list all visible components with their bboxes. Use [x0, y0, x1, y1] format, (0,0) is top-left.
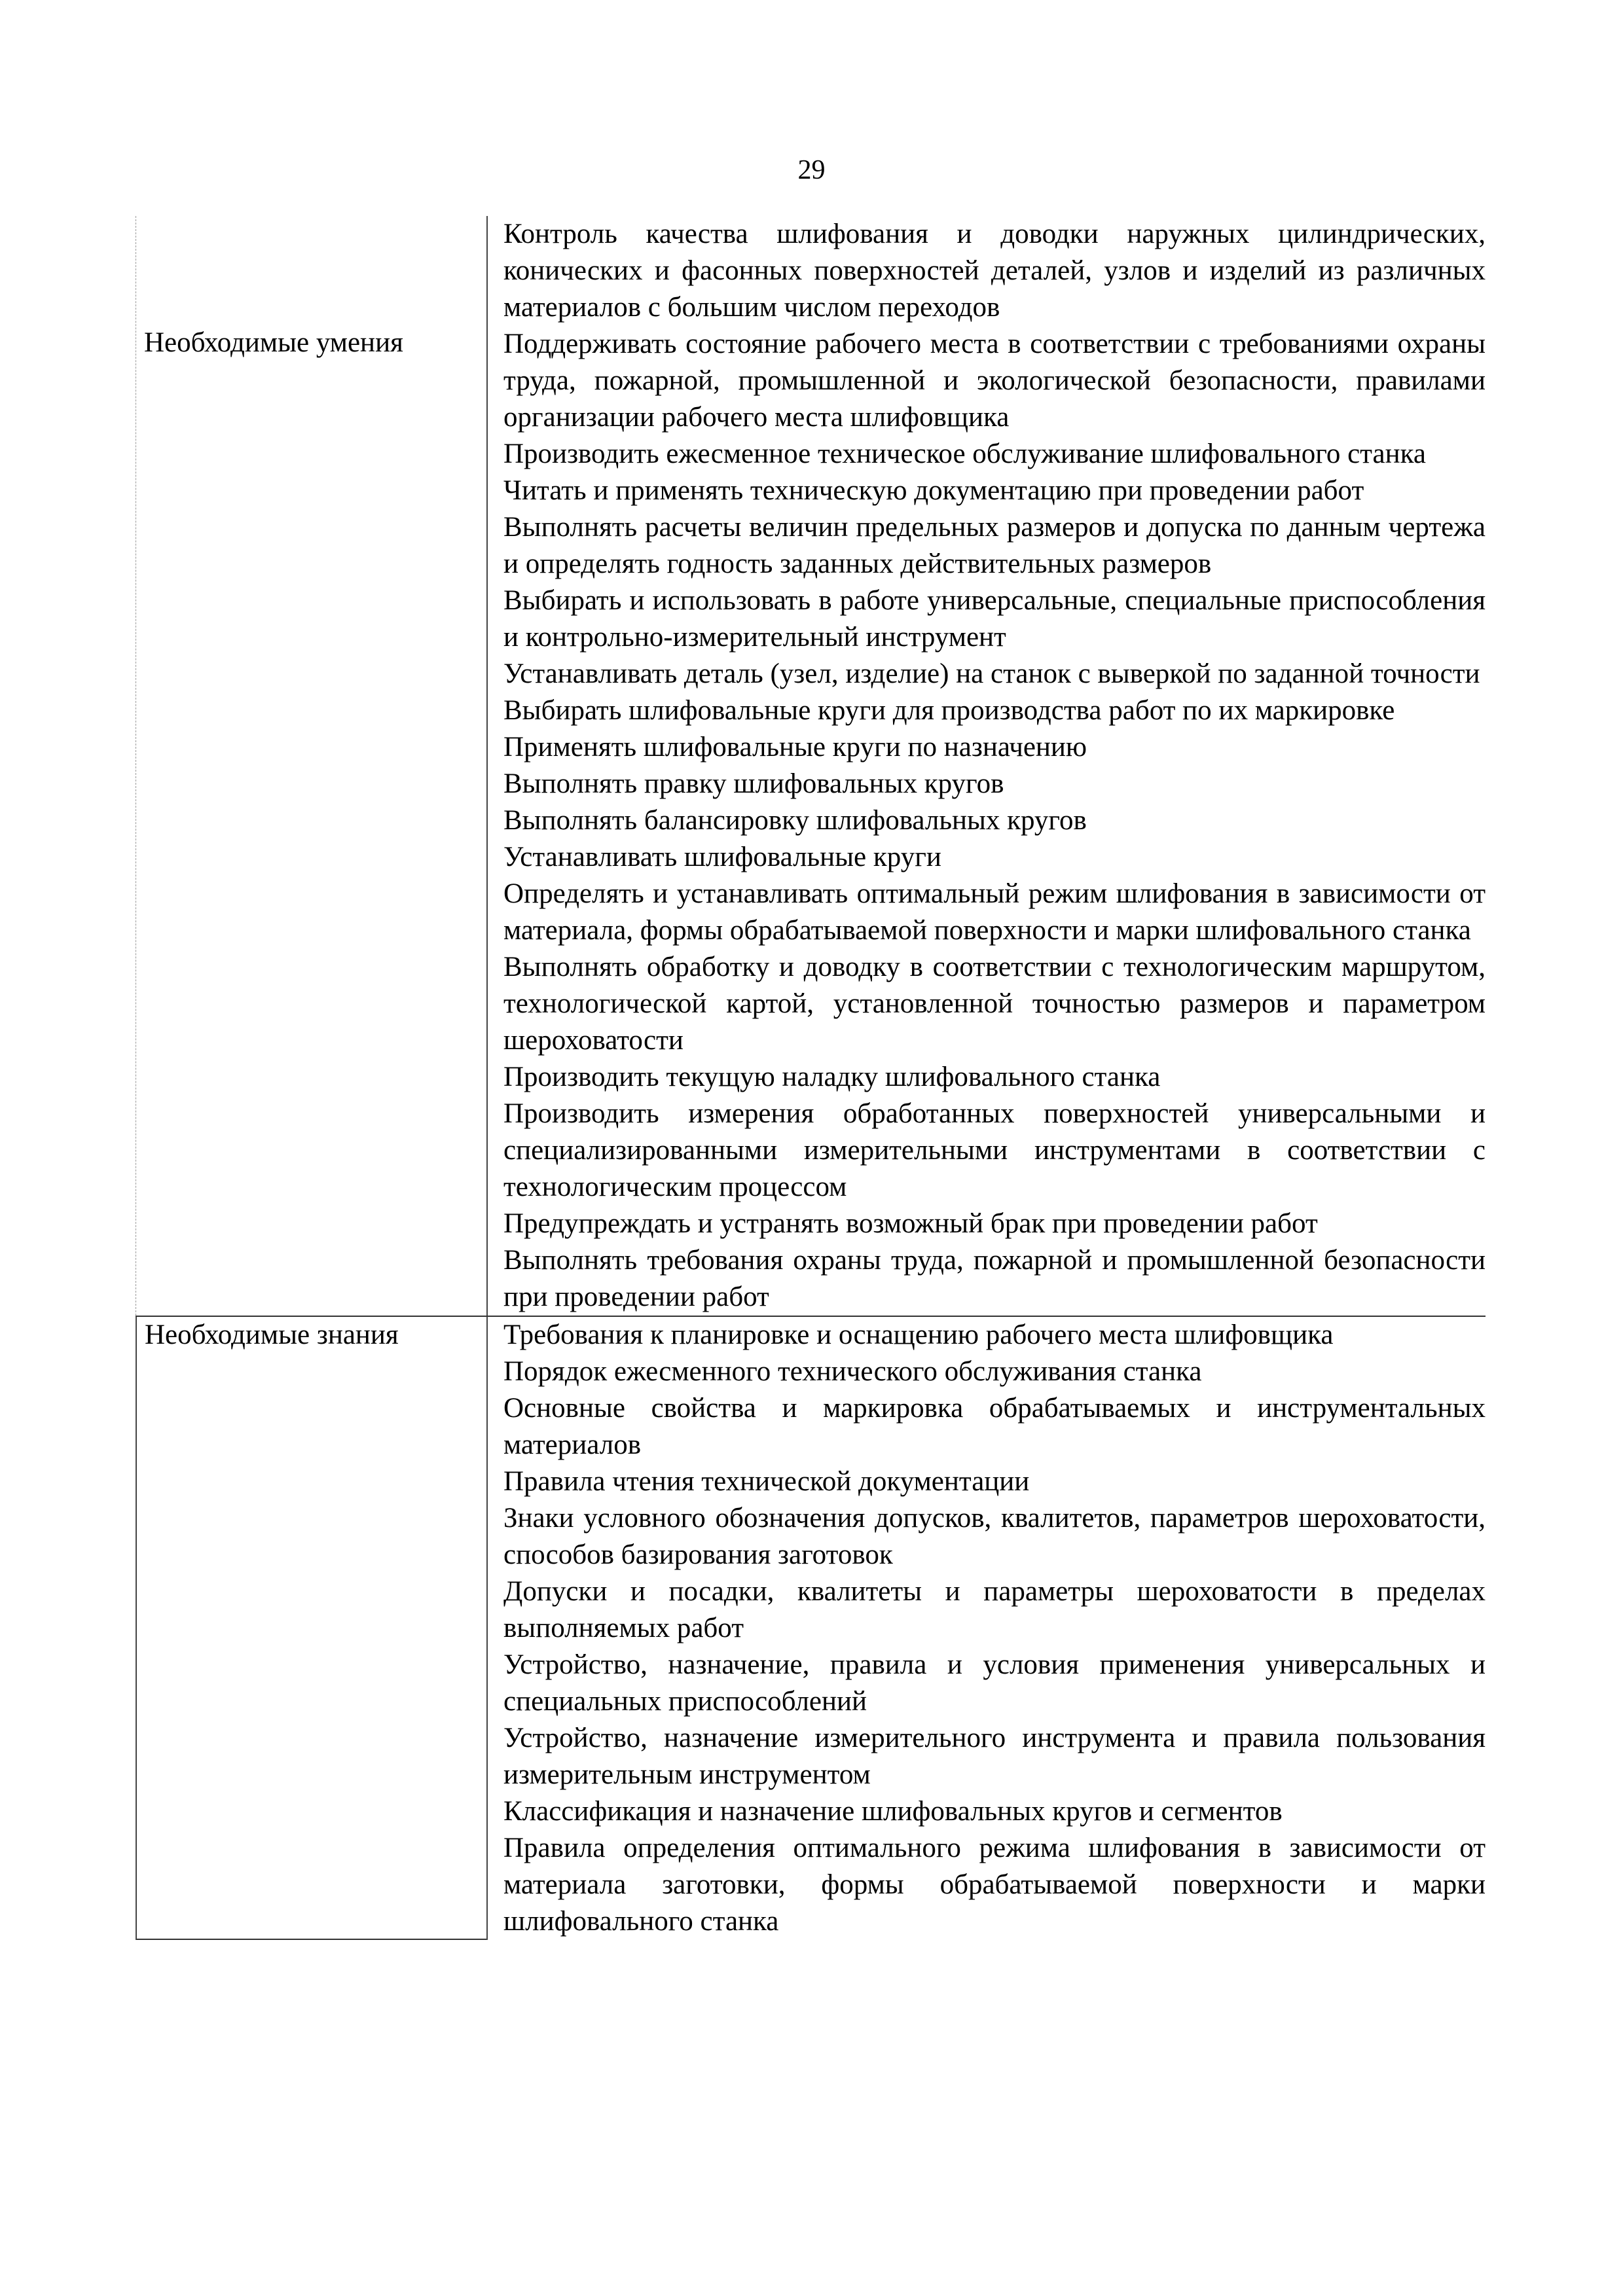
knowledge-item: Классификация и назначение шлифовальных кругов и сегментов [503, 1796, 1283, 1827]
skill-item: Выполнять балансировку шлифовальных кругов [503, 805, 1087, 836]
skill-item: Применять шлифовальные круги по назначению [503, 732, 1087, 762]
skill-item: Определять и устанавливать оптимальный режим шлифования в зависимости от материала, формы обрабатываемой поверхности и марки шлифовального станка [503, 878, 1486, 946]
skill-item: Выполнять обработку и доводку в соответствии с технологическим маршрутом, технологической картой, установленной точностью размеров и параметром шероховатости [503, 952, 1486, 1056]
skill-item: Устанавливать деталь (узел, изделие) на станок с выверкой по заданной точности [503, 658, 1480, 689]
knowledge-item: Порядок ежесменного технического обслуживания станка [503, 1356, 1202, 1387]
knowledge-item: Устройство, назначение, правила и условия применения универсальных и специальных приспособлений [503, 1649, 1486, 1717]
skill-item: Поддерживать состояние рабочего места в соответствии с требованиями охраны труда, пожарной, промышленной и экологической безопасности, правилами организации рабочего места шлифовщика [503, 329, 1486, 433]
skills-row [136, 216, 1486, 1316]
knowledge-list [486, 1317, 1486, 1940]
knowledge-item: Правила определения оптимального режима шлифования в зависимости от материала заготовки, формы обрабатываемой поверхности и марки шлифовального станка [503, 1833, 1486, 1937]
knowledge-item: Основные свойства и маркировка обрабатываемых и инструментальных материалов [503, 1393, 1486, 1460]
skill-item: Производить текущую наладку шлифовального станка [503, 1062, 1161, 1092]
skill-item: Выбирать и использовать в работе универсальные, специальные приспособления и контрольно-измерительный инструмент [503, 585, 1486, 653]
skill-item: Контроль качества шлифования и доводки наружных цилиндрических, конических и фасонных поверхностей деталей, узлов и изделий из различных материалов с большим числом переходов [503, 219, 1486, 323]
knowledge-label: Необходимые знания [136, 1317, 486, 1940]
knowledge-item: Знаки условного обозначения допусков, квалитетов, параметров шероховатости, способов базирования заготовок [503, 1503, 1486, 1570]
skill-item: Выполнять расчеты величин предельных размеров и допуска по данным чертежа и определять годность заданных действительных размеров [503, 512, 1486, 579]
page-number: 29 [797, 155, 826, 185]
knowledge-item: Устройство, назначение измерительного инструмента и правила пользования измерительным инструментом [503, 1723, 1486, 1790]
knowledge-item: Правила чтения технической документации [503, 1466, 1030, 1497]
skill-item: Выполнять требования охраны труда, пожарной и промышленной безопасности при проведении работ [503, 1245, 1486, 1312]
skill-item: Устанавливать шлифовальные круги [503, 842, 941, 872]
skill-item: Выбирать шлифовальные круги для производства работ по их маркировке [503, 695, 1395, 726]
knowledge-item: Допуски и посадки, квалитеты и параметры шероховатости в пределах выполняемых работ [503, 1576, 1486, 1643]
knowledge-item: Требования к планировке и оснащению рабочего места шлифовщика [503, 1319, 1334, 1350]
requirements-table [136, 216, 1486, 1940]
skill-item: Производить ежесменное техническое обслуживание шлифовального станка [503, 439, 1426, 469]
skill-item: Предупреждать и устранять возможный брак при проведении работ [503, 1208, 1318, 1239]
skill-item: Производить измерения обработанных поверхностей универсальными и специализированными измерительными инструментами в соответствии с технологическим процессом [503, 1098, 1486, 1202]
knowledge-row [136, 1316, 1486, 1940]
skill-item: Читать и применять техническую документацию при проведении работ [503, 475, 1364, 506]
skills-list [486, 216, 1486, 1316]
skill-item: Выполнять правку шлифовальных кругов [503, 768, 1004, 799]
skills-label: Необходимые умения [136, 216, 486, 1316]
